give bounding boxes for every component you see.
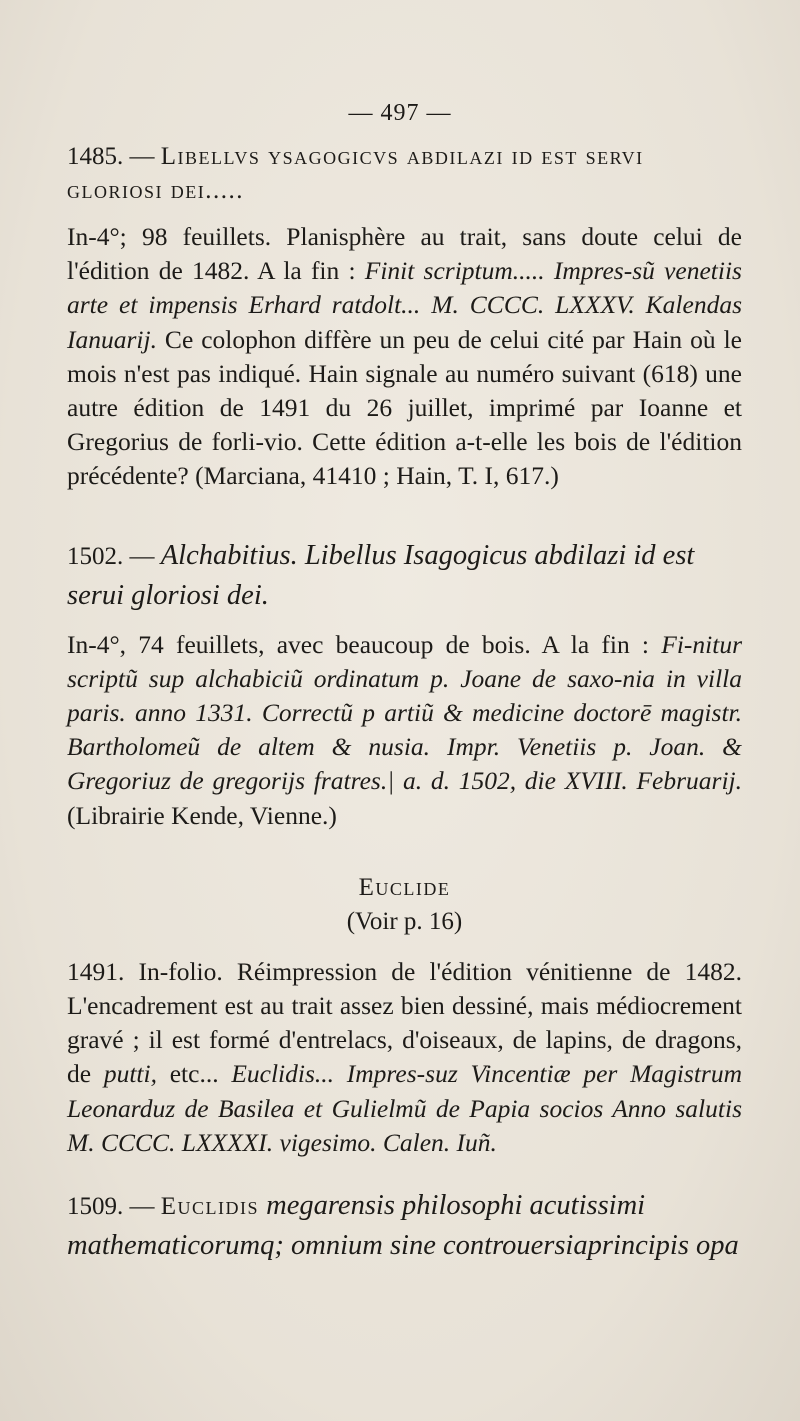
- entry-1509-heading: [67, 1186, 742, 1266]
- entry-1502-colophon: Fi-nitur scriptũ sup alchabiciũ ordinatum p. Joane de saxo-nia in villa paris. anno 1331. Correctũ p artiũ & medicine doctorē magistr. Bartholomeũ de altem & nusia. Impr. Venetiis p. Joan. & Gregoriuz de gregorijs fratres.| a. d. 1502, die XVIII. Februarij.: [67, 629, 742, 796]
- entry-1491-desc-mid: etc...: [156, 1059, 232, 1089]
- entry-1491-colophon: Euclidis... Impres-suz Vincentiæ per Magistrum Leonarduz de Basilea et Gulielmũ de Papia socios Anno salutis M. CCCC. LXXXXI. vigesimo. Calen. Iuñ.: [67, 1059, 742, 1157]
- entry-1485-description: [67, 220, 742, 494]
- entry-1485-colophon: Finit scriptum..... Impres-sũ venetiis arte et impensis Erhard ratdolt... M. CCCC. LXXXV. Kalendas Ianuarij.: [67, 256, 742, 354]
- euclide-section-header: [67, 871, 742, 939]
- euclide-reference: (Voir p. 16): [346, 907, 463, 935]
- entry-1485-desc-b: Ce colophon diffère un peu de celui cité par Hain où le mois n'est pas indiqué. Hain signale au numéro suivant (618) une autre édition de 1491 du 26 juillet, imprimé par Ioanne et Gregorius de forli-vio. Cette édition a-t-elle les bois de l'édition précédente? (Marciana, 41410 ; Hain, T. I, 617.): [67, 324, 742, 491]
- entry-1509-dash: —: [123, 1193, 161, 1221]
- entry-1509-author: Euclidis: [160, 1193, 260, 1221]
- entry-1485-desc-a: In-4°; 98 feuillets. Planisphère au trait, sans doute celui de l'édition de 1482. A la fin :: [67, 222, 742, 286]
- entry-1485-year: 1485.: [67, 143, 124, 170]
- entry-1485-dash: —: [123, 143, 161, 170]
- entry-1509-year: 1509.: [67, 1193, 124, 1221]
- entry-1485-heading: [67, 140, 742, 208]
- entry-1491-desc-a: 1491. In-folio. Réimpression de l'édition vénitienne de 1482. L'encadrement est au trait assez bien dessiné, mais médiocrement gravé ; il est formé d'entrelacs, d'oiseaux, de lapins, de dragons, de: [67, 956, 742, 1089]
- entry-1491-description: [67, 955, 742, 1160]
- entry-1502-description: [67, 628, 742, 833]
- entry-1502-desc-a: In-4°, 74 feuillets, avec beaucoup de bois. A la fin :: [67, 629, 662, 659]
- entry-1502-heading: [67, 536, 742, 616]
- entry-1502-desc-b: (Librairie Kende, Vienne.): [67, 800, 337, 830]
- entry-1502-dash: —: [123, 542, 161, 570]
- entry-1485-title: Libellvs ysagogicvs abdilazi id est servi gloriosi dei.....: [67, 143, 644, 204]
- euclide-title: Euclide: [358, 873, 451, 901]
- entry-1509-title: megarensis philosophi acutissimi mathematicorumq; omnium sine controuersiaprincipis opa: [67, 1190, 739, 1262]
- entry-1491-putti: putti,: [103, 1059, 157, 1089]
- page-content: [67, 140, 742, 1266]
- entry-1502-title: Alchabitius. Libellus Isagogicus abdilazi id est serui gloriosi dei.: [67, 539, 695, 611]
- page-number: — 497 —: [348, 100, 452, 126]
- entry-1502-year: 1502.: [67, 542, 124, 570]
